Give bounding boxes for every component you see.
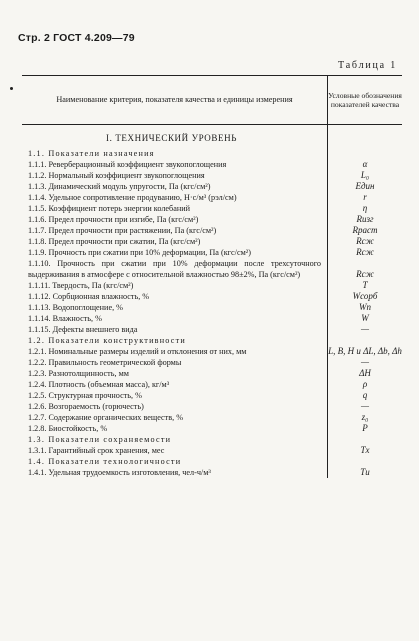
table-row: 1.1.12. Сорбционная влажность, % bbox=[28, 292, 150, 301]
table-row: 1.1.13. Водопоглощение, % bbox=[28, 303, 123, 312]
column-header-symbol: Условные обозначения показателей качества bbox=[328, 91, 402, 109]
symbol-cell: ρ bbox=[362, 379, 368, 389]
table-row: 1.2.6. Возгораемость (горючесть) bbox=[28, 402, 144, 411]
margin-dot bbox=[10, 87, 13, 90]
symbol-cell: Rраст bbox=[352, 225, 378, 235]
table-row: 1.1.1. Реверберационный коэффициент звукопоглощения bbox=[28, 160, 227, 169]
symbol-cell: Rсж bbox=[356, 269, 374, 279]
table-row: 1.1.15. Дефекты внешнего вида bbox=[28, 325, 138, 334]
column-header-name: Наименование критерия, показателя качества и единицы измерения bbox=[22, 76, 328, 124]
table-header bbox=[22, 76, 402, 125]
table-row: 1.3.1. Гарантийный срок хранения, мес bbox=[28, 446, 165, 455]
table-row: 1.1.5. Коэффициент потерь энергии колебаний bbox=[28, 204, 190, 213]
symbol-cell: α bbox=[362, 159, 368, 169]
symbol-cell: Rсж bbox=[356, 236, 374, 246]
page-header: Стр. 2 ГОСТ 4.209—79 bbox=[18, 32, 135, 44]
table-body bbox=[22, 125, 402, 478]
table-row: 1.2.5. Структурная прочность, % bbox=[28, 391, 142, 400]
table-row: 1.4.1. Удельная трудоемкость изготовления, чел-ч/м³ bbox=[28, 468, 211, 477]
table-row: 1.2.2. Правильность геометрической формы bbox=[28, 358, 182, 367]
indicators-table bbox=[22, 75, 402, 478]
symbol-cell: L₀ bbox=[360, 170, 370, 180]
symbol-cell: q bbox=[362, 390, 368, 400]
symbol-cell: Wсорб bbox=[352, 291, 378, 301]
symbol-cell: Rизг bbox=[356, 214, 374, 224]
symbol-cell: T bbox=[362, 280, 368, 290]
table-row: 1.1.7. Предел прочности при растяжении, Па (кгс/см²) bbox=[28, 226, 217, 235]
symbol-cell: Tх bbox=[360, 445, 370, 455]
symbol-cell: L, B, H и ΔL, Δb, Δh bbox=[328, 346, 402, 356]
symbol-cell: ΔH bbox=[359, 368, 371, 378]
section-heading: 1.3. Показатели сохраняемости bbox=[28, 435, 172, 444]
table-row: 1.2.8. Биостойкость, % bbox=[28, 424, 108, 433]
table-row: 1.1.8. Предел прочности при сжатии, Па (кгс/см²) bbox=[28, 237, 201, 246]
symbol-cell: Wп bbox=[359, 302, 371, 312]
name-column bbox=[22, 125, 328, 478]
symbol-cell: Eдин bbox=[355, 181, 375, 191]
table-row: 1.2.4. Плотность (объемная масса), кг/м³ bbox=[28, 380, 170, 389]
symbol-column bbox=[328, 125, 402, 478]
section-heading: 1.4. Показатели технологичности bbox=[28, 457, 182, 466]
table-row: 1.1.14. Влажность, % bbox=[28, 314, 102, 323]
table-row: 1.2.3. Разнотолщинность, мм bbox=[28, 369, 129, 378]
symbol-cell: — bbox=[360, 324, 369, 334]
symbol-cell: P bbox=[362, 423, 368, 433]
table-row: 1.2.7. Содержание органических веществ, % bbox=[28, 413, 184, 422]
table-row: 1.1.9. Прочность при сжатии при 10% деформации, Па (кгс/см²) bbox=[28, 248, 251, 257]
symbol-cell: Tи bbox=[360, 467, 370, 477]
table-row: 1.1.2. Нормальный коэффициент звукопоглощения bbox=[28, 171, 205, 180]
table-row: 1.2.1. Номинальные размеры изделий и отклонения от них, мм bbox=[28, 347, 247, 356]
symbol-cell: r bbox=[363, 192, 367, 202]
symbol-cell: W bbox=[361, 313, 369, 323]
symbol-cell: Rсж bbox=[356, 247, 374, 257]
symbol-cell: η bbox=[362, 203, 368, 213]
table-row: 1.1.6. Предел прочности при изгибе, Па (кгс/см²) bbox=[28, 215, 199, 224]
table-row: 1.1.4. Удельное сопротивление продуванию, Н·с/м³ (рэл/см) bbox=[28, 193, 237, 202]
symbol-cell: — bbox=[360, 401, 369, 411]
table-row: 1.1.10. Прочность при сжатии при 10% деформации после трехсуточного выдерживания в атмосфере с относительной влажностью 98±2%, Па (кгс/см²) bbox=[28, 259, 321, 279]
table-row: 1.1.3. Динамический модуль упругости, Па (кгс/см²) bbox=[28, 182, 211, 191]
symbol-cell: z₀ bbox=[361, 412, 369, 422]
section-main-title: I. ТЕХНИЧЕСКИЙ УРОВЕНЬ bbox=[106, 133, 237, 143]
symbol-cell: — bbox=[360, 357, 369, 367]
table-label: Таблица 1 bbox=[338, 60, 397, 71]
section-heading: 1.1. Показатели назначения bbox=[28, 149, 155, 158]
table-row: 1.1.11. Твердость, Па (кгс/см²) bbox=[28, 281, 134, 290]
section-heading: 1.2. Показатели конструктивности bbox=[28, 336, 187, 345]
